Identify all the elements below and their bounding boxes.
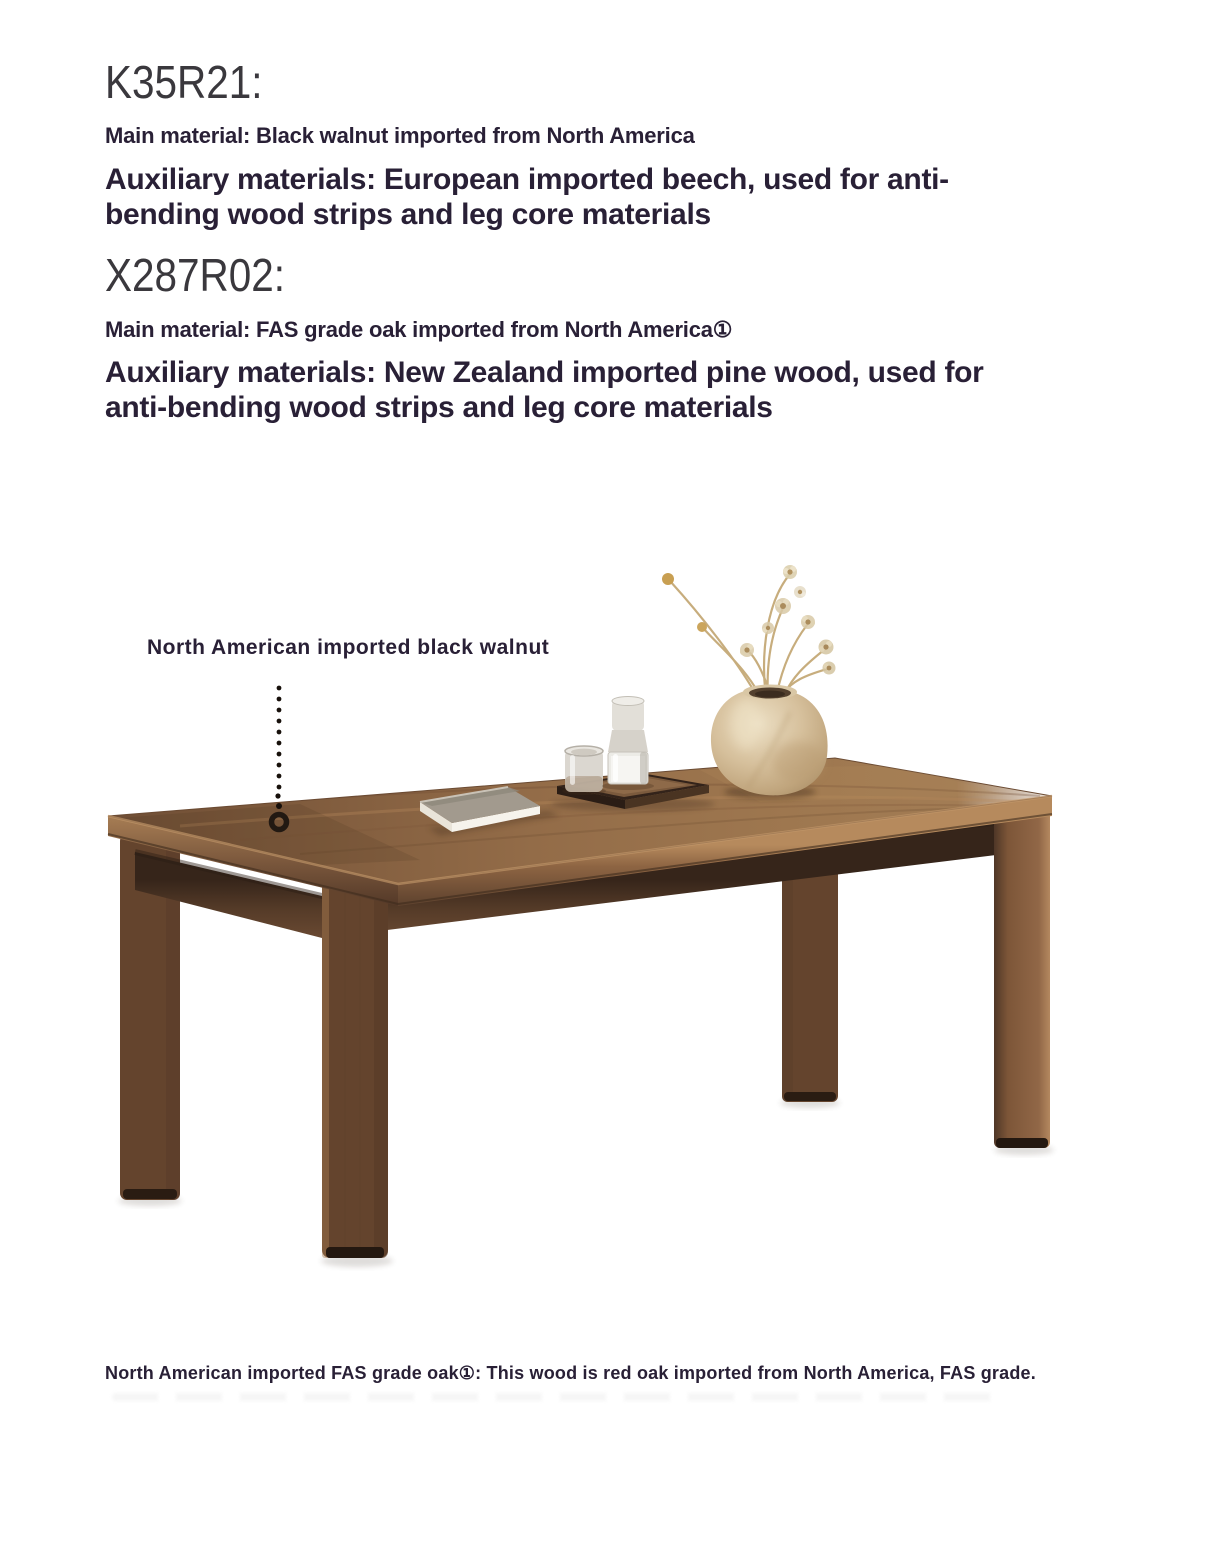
callout-label: North American imported black walnut: [147, 636, 550, 659]
dried-bloom: [794, 586, 806, 598]
table-leg-front-right: [994, 808, 1050, 1148]
materials-spec-block: [105, 58, 1045, 445]
dried-bloom: [819, 640, 834, 655]
main-material-1: Main material: Black walnut imported from North America: [105, 123, 695, 149]
dried-bloom: [823, 662, 836, 675]
dried-bloom: [762, 622, 774, 634]
main-material-2: Main material: FAS grade oak imported from North America①: [105, 316, 733, 342]
footnote: North American imported FAS grade oak①: This wood is red oak imported from North America, FAS grade.: [105, 1363, 1036, 1383]
auxiliary-materials-1: Auxiliary materials: European imported beech, used for anti-bending wood strips and leg core materials: [105, 162, 949, 231]
product-code-1: K35R21:: [105, 56, 263, 108]
craspedia-bud-icon: [662, 573, 674, 585]
table-leg-front-left: [322, 866, 388, 1258]
dried-bloom: [783, 565, 797, 579]
product-code-2: X287R02:: [105, 249, 286, 302]
dining-table-photo: [60, 540, 1180, 1300]
auxiliary-materials-2: Auxiliary materials: New Zealand imported pine wood, used for anti-bending wood strips and leg core materials: [105, 356, 984, 424]
dried-bloom: [775, 598, 791, 614]
dried-flowers: [662, 565, 836, 700]
callout-dotted-line: [275, 686, 282, 809]
carafe: [602, 697, 654, 791]
table-leg-back-right: [782, 856, 838, 1102]
glass-cup: [562, 746, 606, 795]
floor-shadows: [118, 1098, 1054, 1267]
dried-bloom: [740, 643, 754, 657]
craspedia-bud-icon: [697, 622, 707, 632]
dried-bloom: [801, 615, 815, 629]
watermark-ghost: [112, 1393, 1002, 1401]
